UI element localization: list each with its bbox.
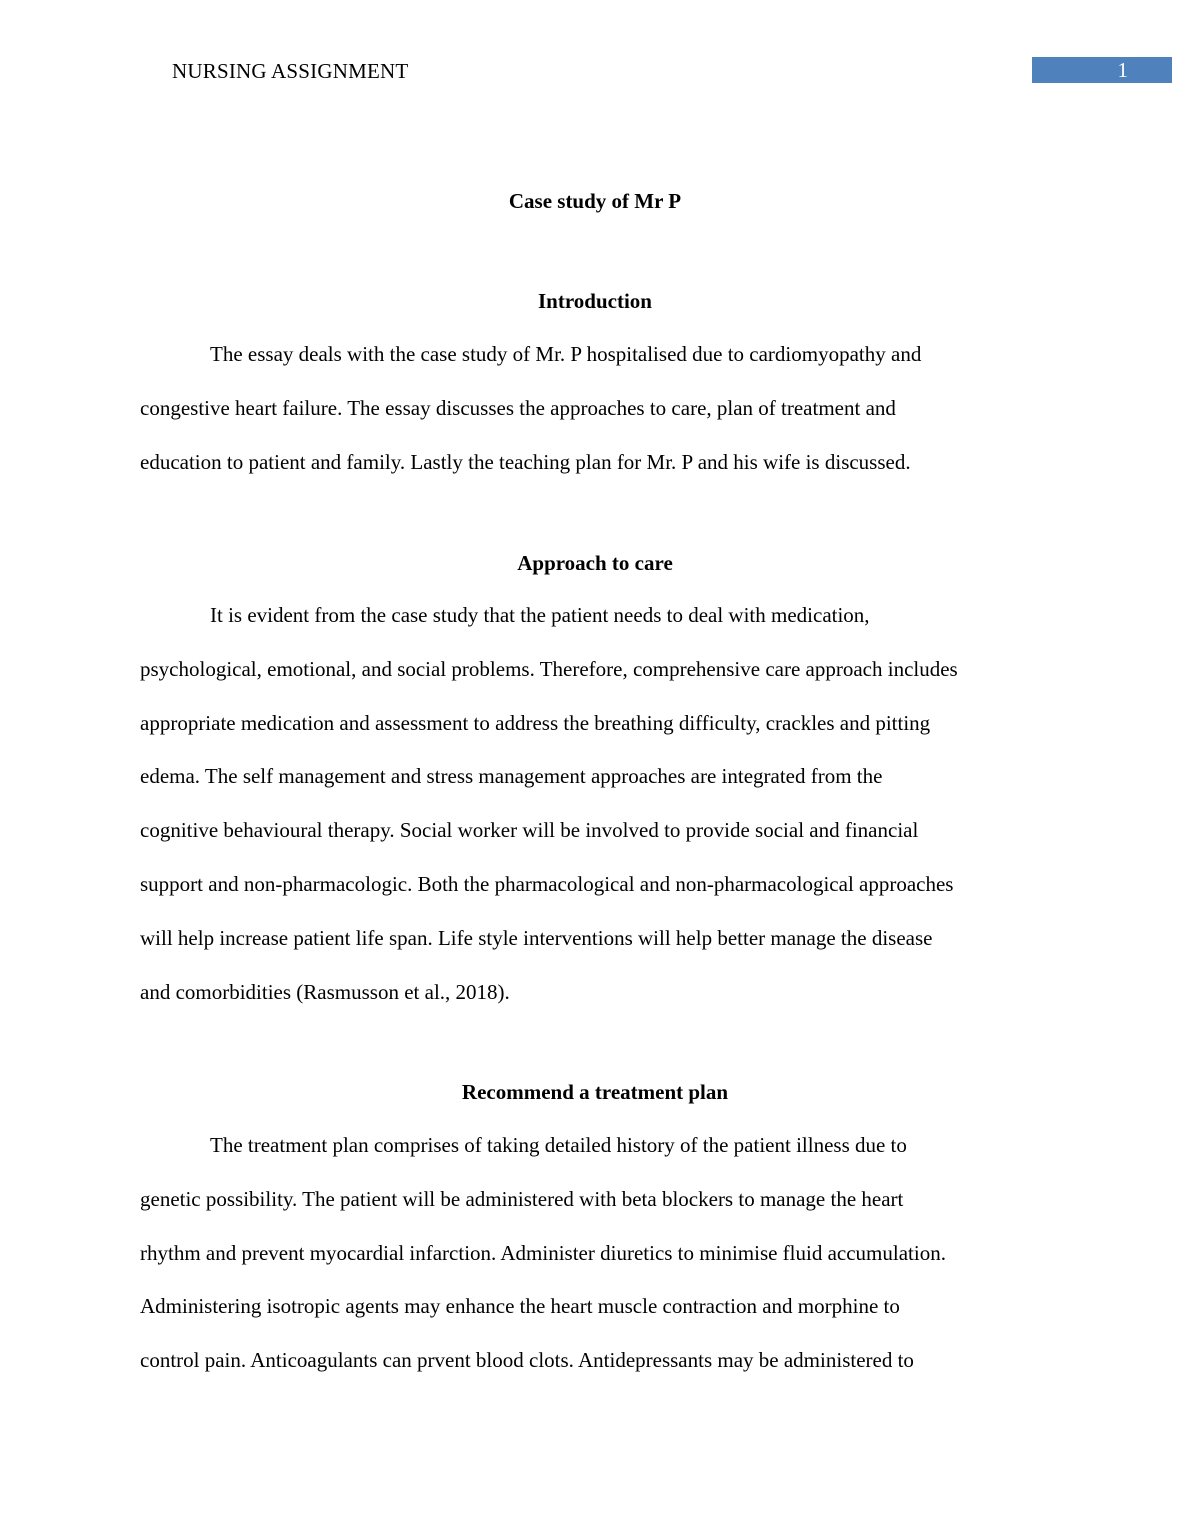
paragraph-line: cognitive behavioural therapy. Social worker will be involved to provide social and financial (140, 818, 919, 843)
paragraph-line: and comorbidities (Rasmusson et al., 2018). (140, 979, 510, 1004)
paragraph-line: edema. The self management and stress management approaches are integrated from the (140, 764, 883, 789)
section-heading-treatment-plan: Recommend a treatment plan (461, 1080, 729, 1104)
paragraph-line: Administering isotropic agents may enhance the heart muscle contraction and morphine to (140, 1294, 900, 1319)
paragraph-line: congestive heart failure. The essay discusses the approaches to care, plan of treatment and (140, 395, 896, 420)
paragraph-line: support and non-pharmacologic. Both the pharmacological and non-pharmacological approaches (140, 871, 954, 896)
page-number: 1 (1032, 57, 1172, 83)
paragraph-line: appropriate medication and assessment to address the breathing difficulty, crackles and pitting (140, 710, 931, 735)
paragraph-line: The treatment plan comprises of taking detailed history of the patient illness due to (210, 1133, 907, 1157)
running-header-title: NURSING ASSIGNMENT (172, 59, 409, 83)
section-heading-introduction: Introduction (538, 289, 652, 313)
paragraph-line: will help increase patient life span. Life style interventions will help better manage the disease (140, 925, 933, 950)
paragraph-treatment-plan (140, 1119, 1052, 1388)
paragraph-approach-to-care (140, 589, 1052, 1019)
section-heading-approach-to-care: Approach to care (517, 551, 673, 575)
paragraph-line: rhythm and prevent myocardial infarction. Administer diuretics to minimise fluid accumulation. (140, 1240, 946, 1265)
paragraph-introduction (140, 328, 1052, 489)
paragraph-line: psychological, emotional, and social problems. Therefore, comprehensive care approach includes (140, 656, 958, 681)
paragraph-line: genetic possibility. The patient will be administered with beta blockers to manage the heart (140, 1186, 904, 1211)
document-title: Case study of Mr P (508, 189, 682, 213)
paragraph-line: The essay deals with the case study of Mr. P hospitalised due to cardiomyopathy and (210, 342, 922, 366)
paragraph-line: It is evident from the case study that the patient needs to deal with medication, (210, 603, 870, 627)
paragraph-line: education to patient and family. Lastly the teaching plan for Mr. P and his wife is discussed. (140, 449, 911, 474)
paragraph-line: control pain. Anticoagulants can prvent blood clots. Antidepressants may be administered to (140, 1348, 914, 1373)
